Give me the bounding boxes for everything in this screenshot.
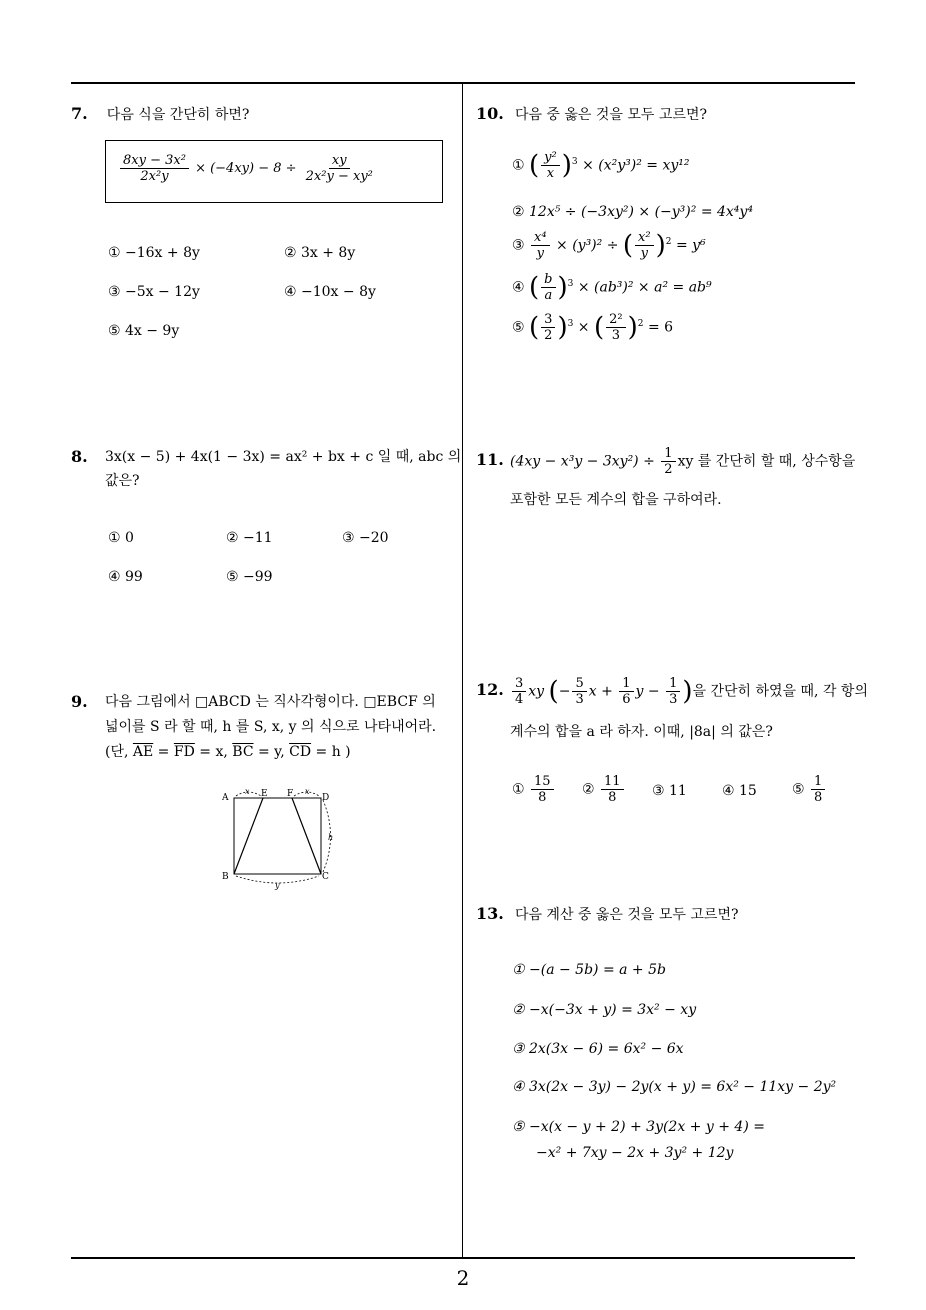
question-text: 다음 식을 간단히 하면? xyxy=(106,107,250,123)
option-1[interactable]: ① $\frac{15}{8}$ xyxy=(512,774,556,805)
fraction: $\frac{\text{8xy − 3x²}}{\text{2x²y}}$ xyxy=(120,153,189,184)
label-x-left: x xyxy=(245,787,250,796)
question-number: 7. xyxy=(71,104,88,123)
question-number: 10. xyxy=(476,104,504,123)
rectangle-diagram xyxy=(222,786,342,894)
option-2[interactable]: ② $\frac{11}{8}$ xyxy=(582,774,626,805)
option-1[interactable]: ① 0 xyxy=(108,530,134,546)
question-number: 11. xyxy=(476,450,504,469)
option-4[interactable]: ④ ( $\frac{b}{a}$ )$^3$ × (ab³)² × a² = ab⁹ xyxy=(512,272,712,303)
question-text-line-2: 계수의 합을 a 라 하자. 이때, |8a| 의 값은? xyxy=(510,724,773,740)
label-a: A xyxy=(222,793,229,803)
formula-box xyxy=(105,140,443,203)
formula xyxy=(118,153,378,184)
option-5[interactable]: ⑤ −99 xyxy=(226,569,273,585)
question-7 xyxy=(71,101,249,129)
label-b: B xyxy=(222,872,229,882)
option-3[interactable]: ③ 2x(3x − 6) = 6x² − 6x xyxy=(512,1041,684,1057)
option-3[interactable]: ③ 11 xyxy=(652,783,687,799)
label-y: y xyxy=(275,881,280,890)
option-2[interactable]: ② 3x + 8y xyxy=(284,245,356,261)
question-text-line-1: 3x(x − 5) + 4x(1 − 3x) = ax² + bx + c 일 때, abc 의 xyxy=(105,449,462,465)
label-x-right: x xyxy=(305,787,310,796)
option-4[interactable]: ④ 3x(2x − 3y) − 2y(x + y) = 6x² − 11xy − 2y² xyxy=(512,1079,837,1095)
option-3[interactable]: ③ −20 xyxy=(342,530,389,546)
option-5[interactable]: ⑤ 4x − 9y xyxy=(108,323,180,339)
option-5[interactable]: ⑤ ( $\frac{3}{2}$ )$^3$ × ( $\frac{\text{2²}}{3}$ )$^2$ = 6 xyxy=(512,312,674,343)
option-4[interactable]: ④ −10x − 8y xyxy=(284,284,376,300)
question-text: 다음 계산 중 옳은 것을 모두 고르면? xyxy=(514,907,739,923)
option-1[interactable]: ① −16x + 8y xyxy=(108,245,200,261)
question-13 xyxy=(476,901,738,929)
label-d: D xyxy=(322,793,330,803)
label-e: E xyxy=(261,789,268,799)
question-number: 8. xyxy=(71,447,88,466)
option-1[interactable]: ① ( $\frac{\text{y²}}{x}$ )$^3$ × (x²y³)² = xy¹² xyxy=(512,150,690,181)
top-rule xyxy=(71,82,855,84)
option-1[interactable]: ① −(a − 5b) = a + 5b xyxy=(512,962,666,978)
option-3[interactable]: ③ $\frac{\text{x⁴}}{y}$ × (y³)² ÷ ( $\frac{\text{x²}}{y}$ )$^2$ = y⁶ xyxy=(512,230,706,261)
option-5[interactable]: ⑤ −x(x − y + 2) + 3y(2x + y + 4) = xyxy=(512,1119,765,1135)
label-f: F xyxy=(287,789,294,799)
question-text-line-2: 값은? xyxy=(105,473,140,489)
question-text-line-2: 넓이를 S 라 할 때, h 를 S, x, y 의 식으로 나타내어라. xyxy=(105,719,437,735)
option-2[interactable]: ② 12x⁵ ÷ (−3xy²) × (−y³)² = 4x⁴y⁴ xyxy=(512,204,753,220)
option-2[interactable]: ② −x(−3x + y) = 3x² − xy xyxy=(512,1002,697,1018)
option-4[interactable]: ④ 15 xyxy=(722,783,757,799)
question-10 xyxy=(476,101,707,129)
question-number: 13. xyxy=(476,904,504,923)
question-text-line-1: (4xy − x³y − 3xy²) ÷ $\frac{1}{2}$ xy 를 간단히 할 때, 상수항을 xyxy=(510,446,856,477)
label-h: h xyxy=(328,833,334,842)
formula-middle: × (−4xy) − 8 ÷ xyxy=(195,161,297,176)
question-text-line-1: $\frac{3}{4}$ xy (− $\frac{5}{3}$ x + $\frac{1}{6}$ y − $\frac{1}{3}$ )을 간단히 하였을 때, 각 항의 xyxy=(510,676,868,707)
option-5-continuation: −x² + 7xy − 2x + 3y² + 12y xyxy=(536,1145,734,1161)
page-number: 2 xyxy=(456,1266,470,1290)
fraction: $\frac{xy}{\text{2x²y − xy²}}$ xyxy=(305,153,373,184)
option-3[interactable]: ③ −5x − 12y xyxy=(108,284,200,300)
column-divider xyxy=(462,84,463,1258)
option-2[interactable]: ② −11 xyxy=(226,530,273,546)
question-text-line-3: (단, $\overline{AE} = \overline{FD} = x$, $\overline{BC} = y$, $\overline{CD} = h$ ) xyxy=(105,744,351,760)
question-number: 12. xyxy=(476,680,504,699)
question-text-line-1: 다음 그림에서 □ABCD 는 직사각형이다. □EBCF 의 xyxy=(105,694,436,710)
bottom-rule xyxy=(71,1257,855,1259)
label-c: C xyxy=(322,872,329,882)
question-number: 9. xyxy=(71,692,88,711)
option-4[interactable]: ④ 99 xyxy=(108,569,143,585)
question-text: 다음 중 옳은 것을 모두 고르면? xyxy=(514,107,707,123)
question-text-line-2: 포함한 모든 계수의 합을 구하여라. xyxy=(510,492,722,508)
option-5[interactable]: ⑤ $\frac{1}{8}$ xyxy=(792,774,827,805)
